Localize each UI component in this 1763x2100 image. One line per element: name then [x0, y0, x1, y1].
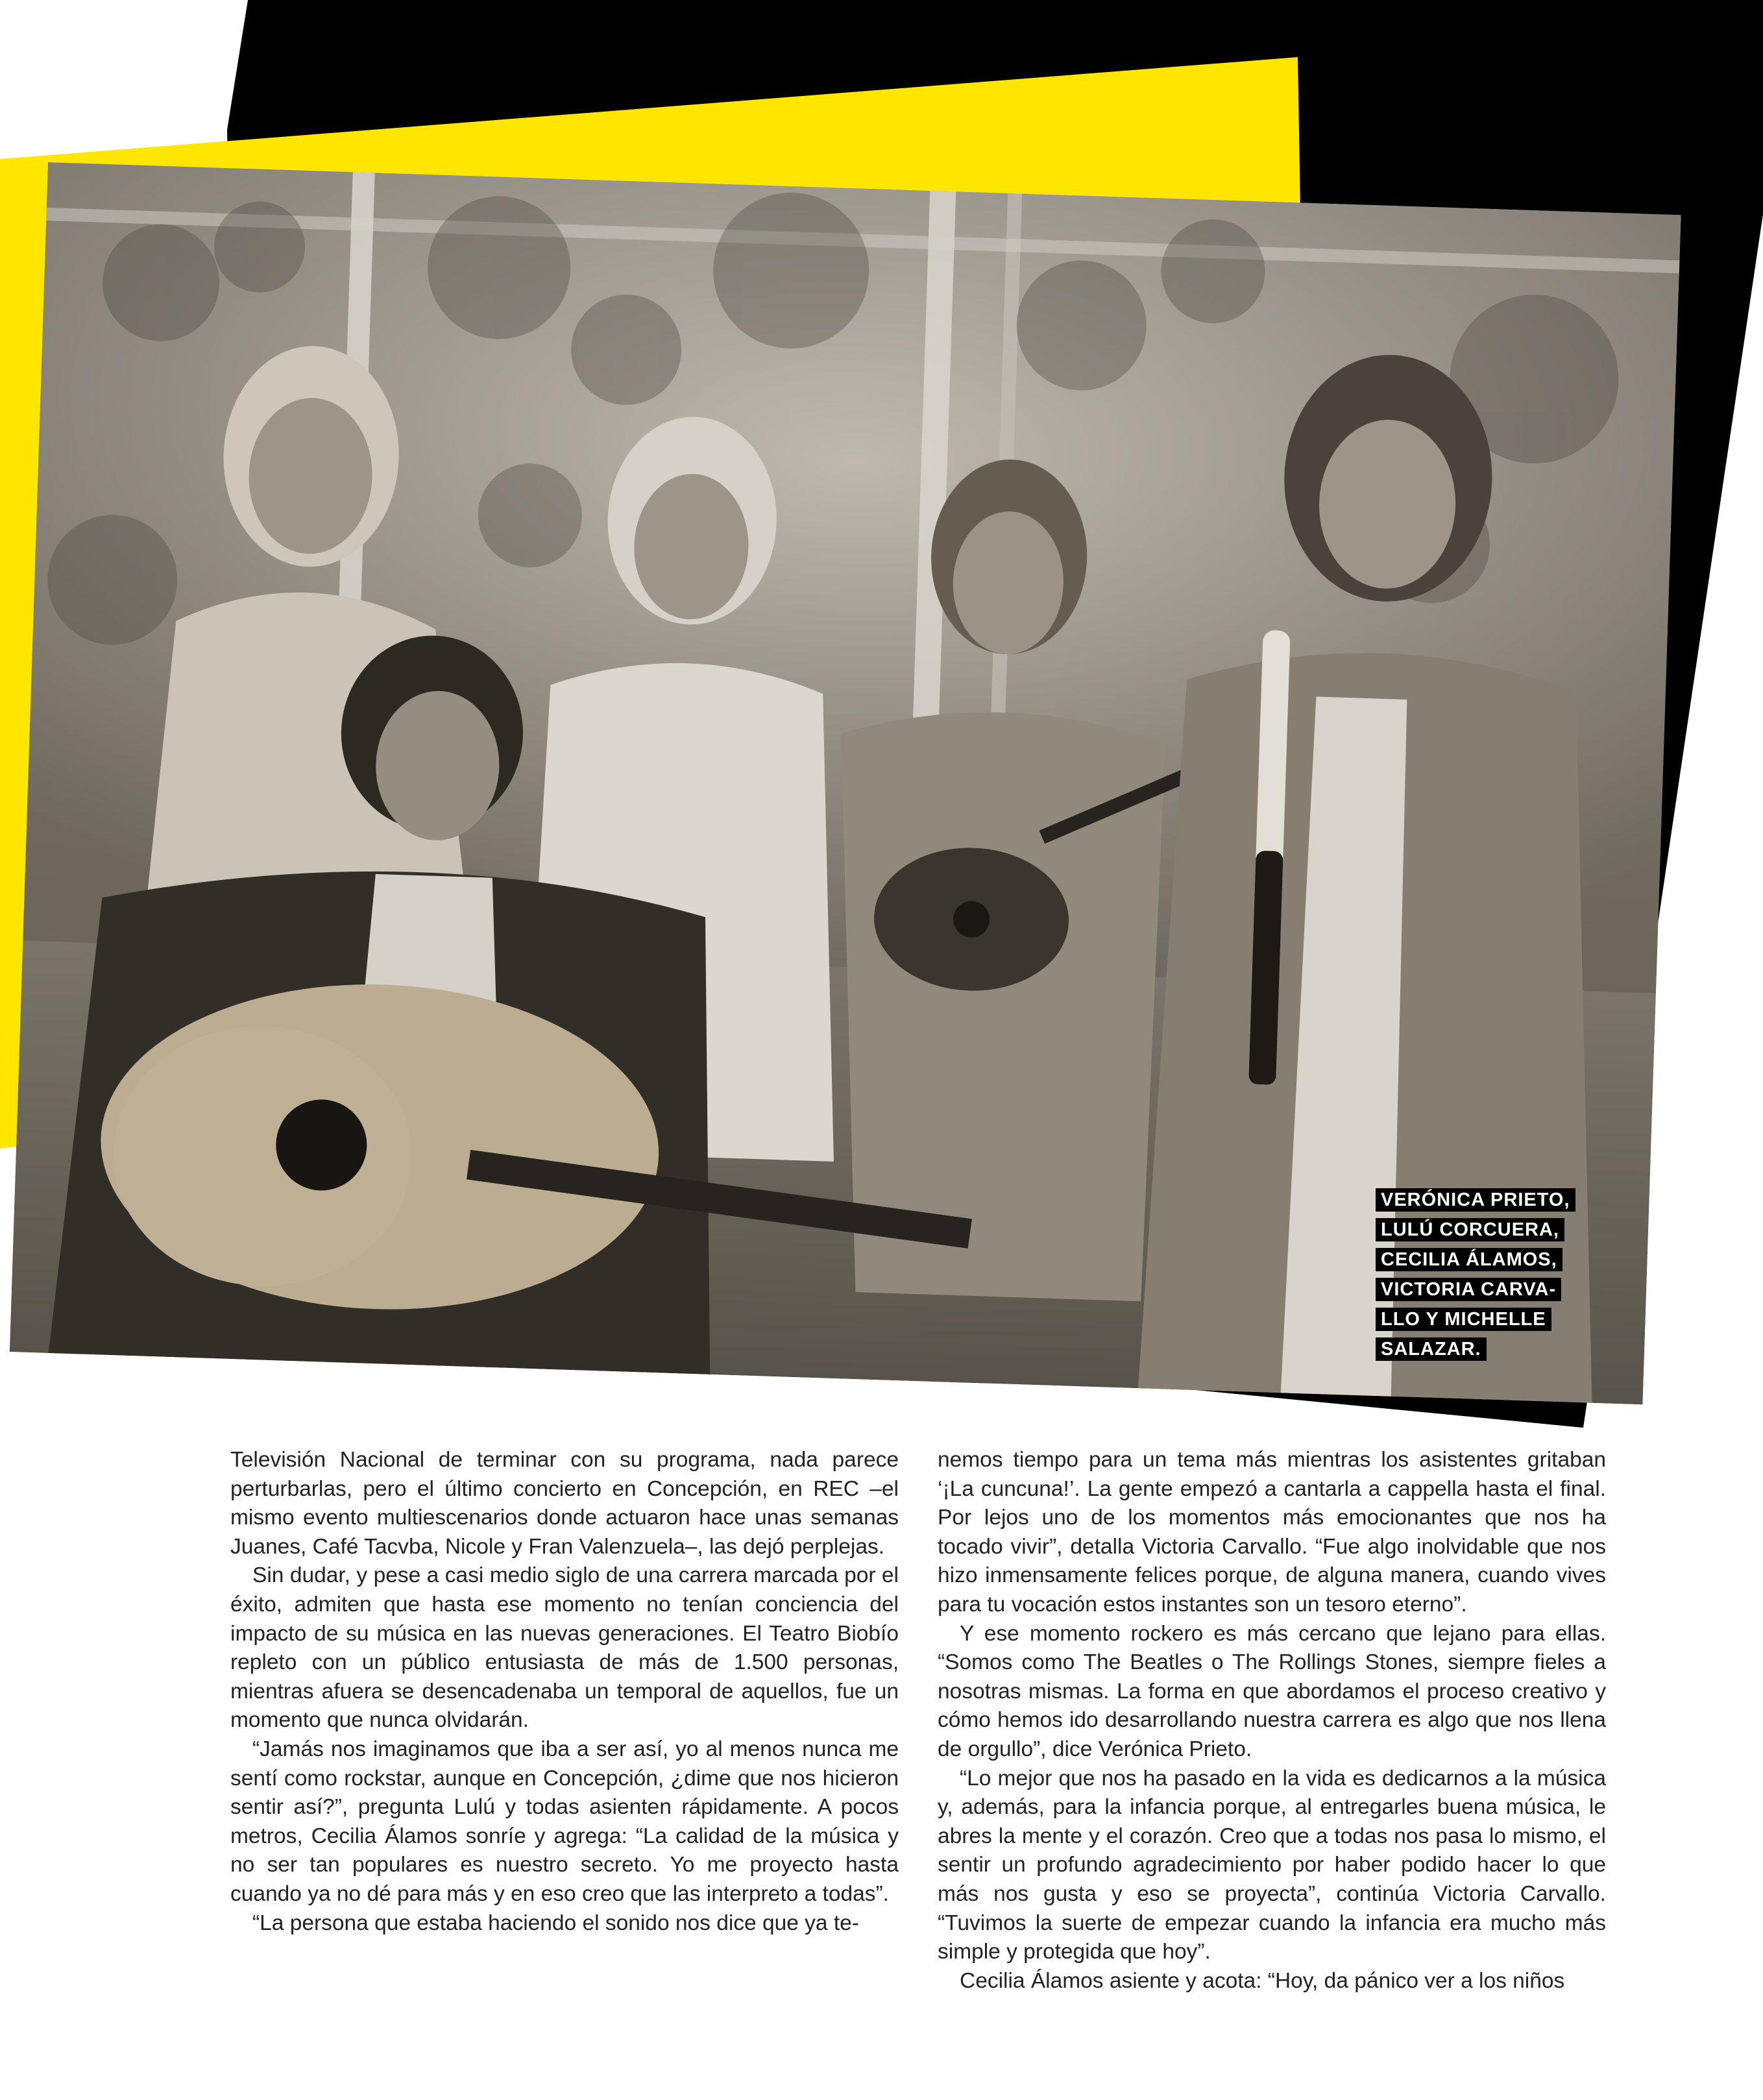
article-paragraph: “Lo mejor que nos ha pasado en la vida es dedicarnos a la música y, además, para la infancia porque, al entregarles buena música, le abres la mente y el corazón. Creo que a todas nos pasa lo mismo, el sentir un profundo agradecimiento por haber podido hacer lo que más nos gusta y eso se proyecta”, continúa Victoria Carvallo. “Tuvimos la suerte de empezar cuando la infancia era mucho más simple y protegida que hoy”.: [938, 1766, 1606, 1964]
caption-line: LULÚ CORCUERA,: [1376, 1218, 1564, 1241]
article-paragraph: Sin dudar, y pese a casi medio siglo de una carrera marcada por el éxito, admiten que hasta ese momento no tenían conciencia del impacto de su música en las nuevas generaciones. El Teatro Biobío repleto con un público entusiasta de más de 1.500 personas, mientras afuera se desencadenaba un temporal de aquellos, fue un momento que nunca olvidarán.: [230, 1563, 899, 1733]
caption-line: SALAZAR.: [1376, 1337, 1487, 1361]
article-paragraph: Televisión Nacional de terminar con su programa, nada parece perturbarlas, pero el último concierto en Concepción, en REC –el mismo evento multiescenarios donde actuaron hace unas semanas Juanes, Café Tacvba, Nicole y Fran Valenzuela–, las dejó perplejas.: [230, 1448, 899, 1559]
article-paragraph: “La persona que estaba haciendo el sonido nos dice que ya te-: [252, 1911, 859, 1935]
photo-caption: [1376, 1185, 1583, 1364]
caption-line: VICTORIA CARVA-: [1376, 1278, 1561, 1301]
article-column-left: [230, 1446, 899, 1938]
caption-line: LLO Y MICHELLE: [1376, 1308, 1551, 1331]
article-paragraph: “Jamás nos imaginamos que iba a ser así, yo al menos nunca me sentí como rockstar, aunque en Concepción, ¿dime que nos hicieron sentir así?”, pregunta Lulú y todas asienten rápidamente. A pocos metros, Cecilia Álamos sonríe y agrega: “La calidad de la música y no ser tan populares es nuestro secreto. Yo me proyecto hasta cuando ya no dé para más y en eso creo que las interpreto a todas”.: [230, 1737, 899, 1906]
caption-line: CECILIA ÁLAMOS,: [1376, 1248, 1562, 1271]
article-paragraph: Y ese momento rockero es más cercano que lejano para ellas. “Somos como The Beatles o The Rollings Stones, siempre fieles a nosotras mismas. La forma en que abordamos el proceso creativo y cómo hemos ido desarrollando nuestra carrera es algo que nos llena de orgullo”, dice Verónica Prieto.: [938, 1621, 1606, 1761]
caption-line: VERÓNICA PRIETO,: [1376, 1188, 1575, 1212]
article-body: [0, 1446, 1763, 2082]
article-paragraph: Cecilia Álamos asiente y acota: “Hoy, da pánico ver a los niños: [960, 1968, 1565, 1993]
article-column-right: [938, 1446, 1606, 1996]
article-paragraph: nemos tiempo para un tema más mientras los asistentes gritaban ‘¡La cuncuna!’. La gente empezó a cantarla a cappella hasta el final. Por lejos uno de los momentos más emocionantes que nos ha tocado vivir”, detalla Victoria Carvallo. “Fue algo inolvidable que nos hizo inmensamente felices porque, de alguna manera, cuando vives para tu vocación estos instantes son un tesoro eterno”.: [938, 1448, 1606, 1617]
